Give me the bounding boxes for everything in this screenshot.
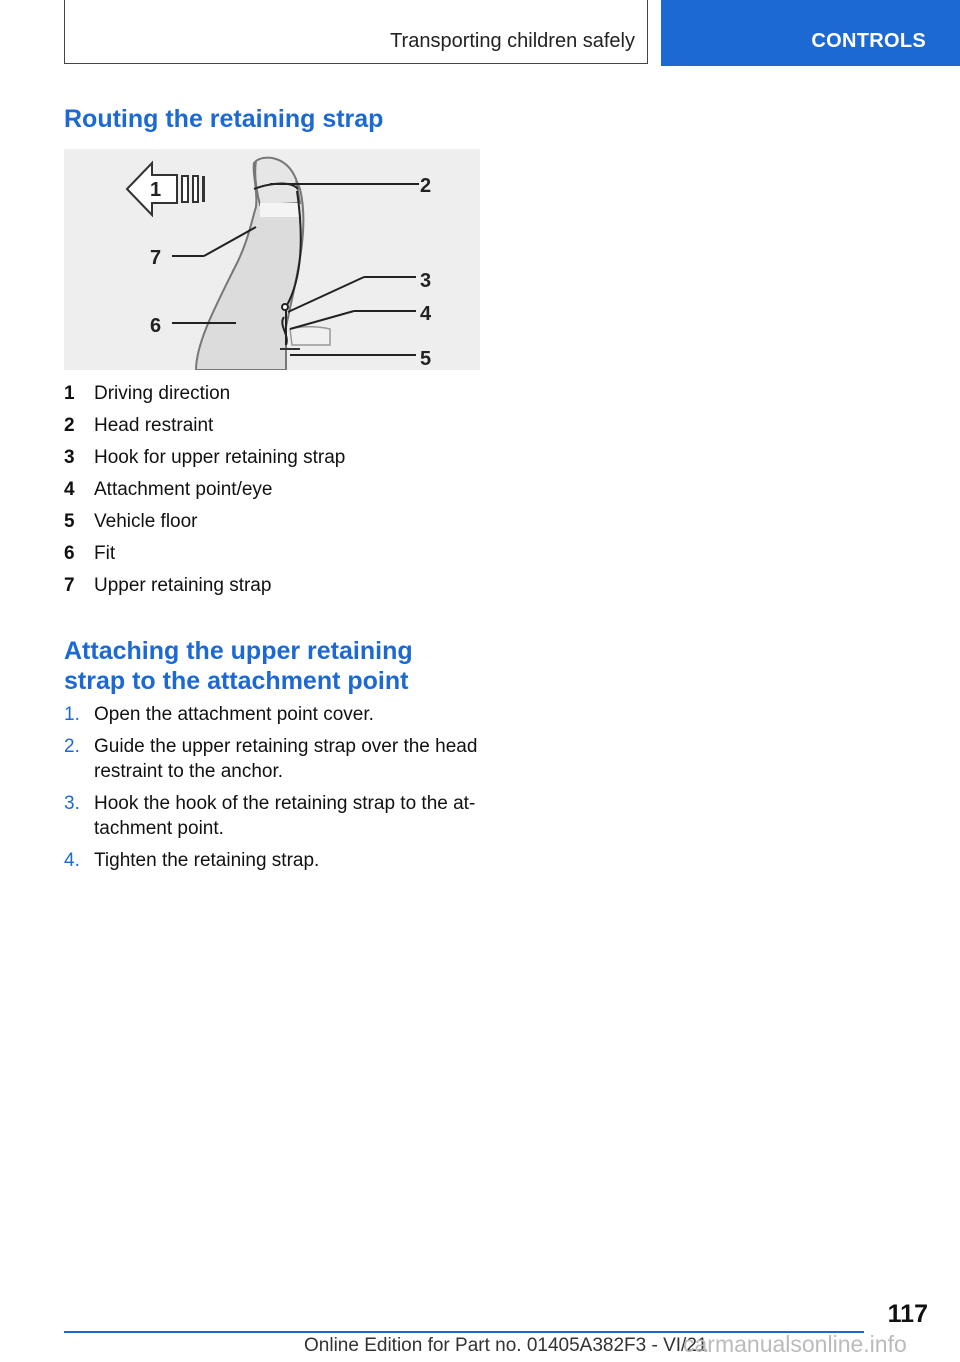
section-title-line: Attaching the upper retaining <box>64 637 413 665</box>
seat-strap-illustration <box>64 149 480 370</box>
step-item: 1. Open the attachment point cover. <box>64 704 374 725</box>
section-tab-label: CONTROLS <box>811 30 926 52</box>
callout-6: 6 <box>150 315 162 337</box>
section-tab-controls[interactable] <box>661 0 960 66</box>
step-item: 4. Tighten the retaining strap. <box>64 850 320 871</box>
section-title-line: strap to the attachment point <box>64 667 409 695</box>
callout-5: 5 <box>420 348 432 370</box>
callout-2: 2 <box>420 175 432 197</box>
callout-4: 4 <box>420 303 432 325</box>
watermark: carmanualsonline.info <box>683 1331 907 1357</box>
instruction-steps <box>64 702 484 880</box>
callout-3: 3 <box>420 270 432 292</box>
step-item: 3. Hook the hook of the retaining strap to the at‐ tachment point. <box>64 793 476 839</box>
section-title-routing: Routing the retaining strap <box>64 105 384 133</box>
head-restraint-shape <box>255 158 300 205</box>
header-chapter-box <box>64 0 648 64</box>
seat-strap-diagram <box>64 149 480 370</box>
callout-1: 1 <box>150 179 162 201</box>
chapter-title: Transporting children safely <box>390 30 635 52</box>
page-number: 117 <box>887 1300 928 1328</box>
section-title-attaching <box>64 636 413 696</box>
callout-7: 7 <box>150 247 162 269</box>
edition-note: Online Edition for Part no. 01405A382F3 - VI/21 <box>304 1335 708 1356</box>
step-item: 2. Guide the upper retaining strap over the head restraint to the anchor. <box>64 736 478 782</box>
